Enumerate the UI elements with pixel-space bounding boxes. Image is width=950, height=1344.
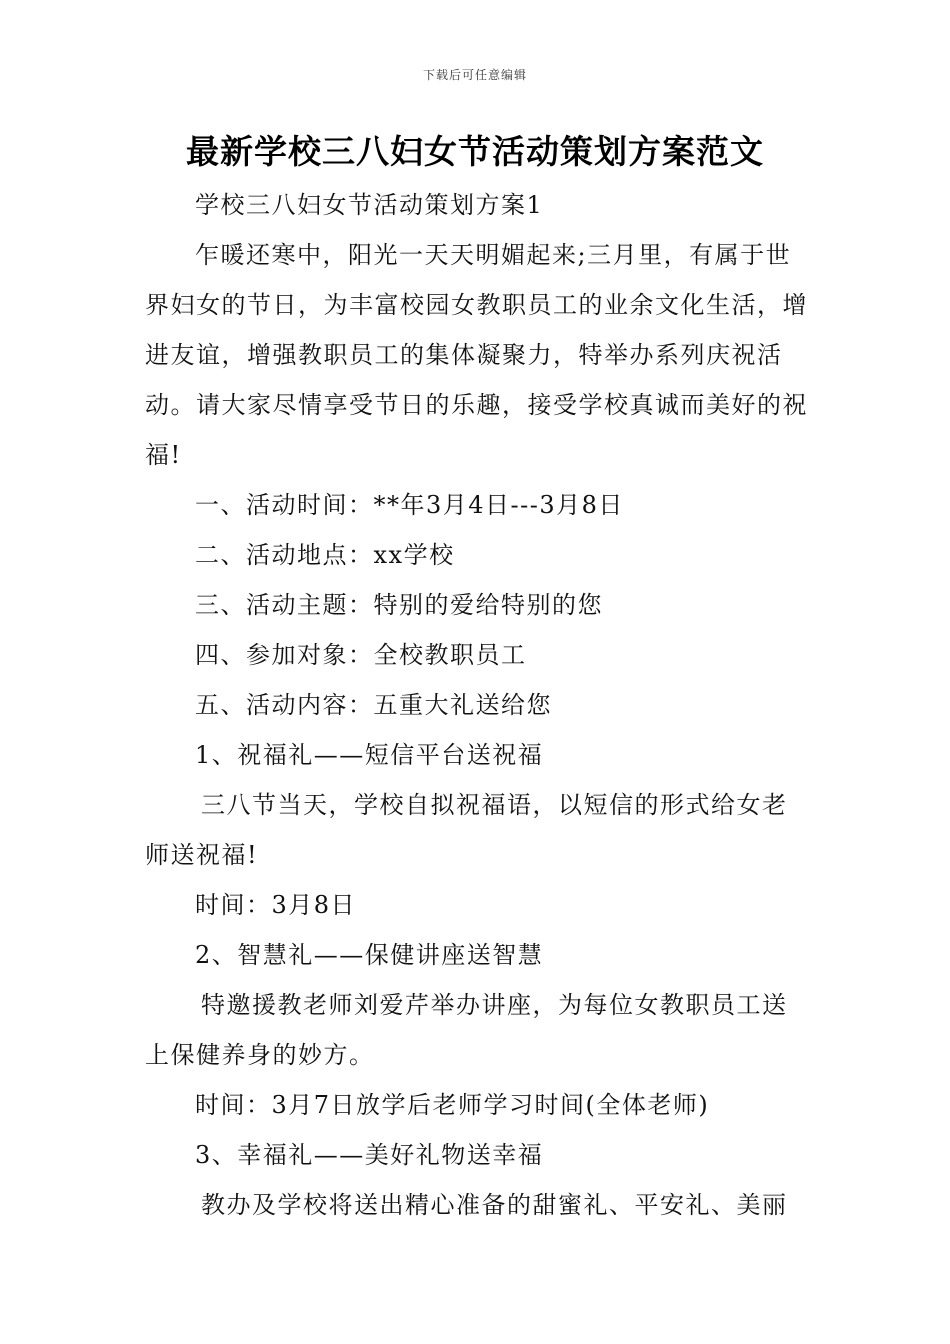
paragraph: 1、祝福礼——短信平台送祝福	[195, 741, 544, 769]
paragraph: 四、参加对象：全校教职员工	[195, 641, 527, 669]
paragraph: 二、活动地点：xx学校	[195, 541, 455, 569]
paragraph: 2、智慧礼——保健讲座送智慧	[195, 941, 544, 969]
paragraph: 三、活动主题：特别的爱给特别的您	[195, 591, 603, 619]
paragraph: 一、活动时间：**年3月4日---3月8日	[195, 491, 624, 519]
paragraph: 教办及学校将送出精心准备的甜蜜礼、平安礼、美丽	[201, 1191, 788, 1219]
paragraph: 时间：3月7日放学后老师学习时间(全体老师)	[195, 1091, 710, 1119]
header-note: 下载后可任意编辑	[422, 68, 527, 82]
paragraph: 乍暖还寒中，阳光一天天明媚起来;三月里，有属于世界妇女的节日，为丰富校园女教职员工的业余文化生活，增进友谊，增强教职员工的集体凝聚力，特举办系列庆祝活动。请大家尽情享受节日的乐趣，接受学校真诚而美好的祝福!	[145, 241, 808, 469]
paragraph: 学校三八妇女节活动策划方案1	[195, 191, 544, 219]
paragraph: 三八节当天，学校自拟祝福语，以短信的形式给女老师送祝福!	[145, 791, 788, 869]
document-body	[145, 180, 810, 1230]
paragraph: 特邀援教老师刘爱芹举办讲座，为每位女教职员工送上保健养身的妙方。	[145, 991, 788, 1069]
paragraph: 五、活动内容：五重大礼送给您	[195, 691, 552, 719]
paragraph: 3、幸福礼——美好礼物送幸福	[195, 1141, 544, 1169]
paragraph: 时间：3月8日	[195, 891, 357, 919]
document-title: 最新学校三八妇女节活动策划方案范文	[186, 132, 764, 171]
